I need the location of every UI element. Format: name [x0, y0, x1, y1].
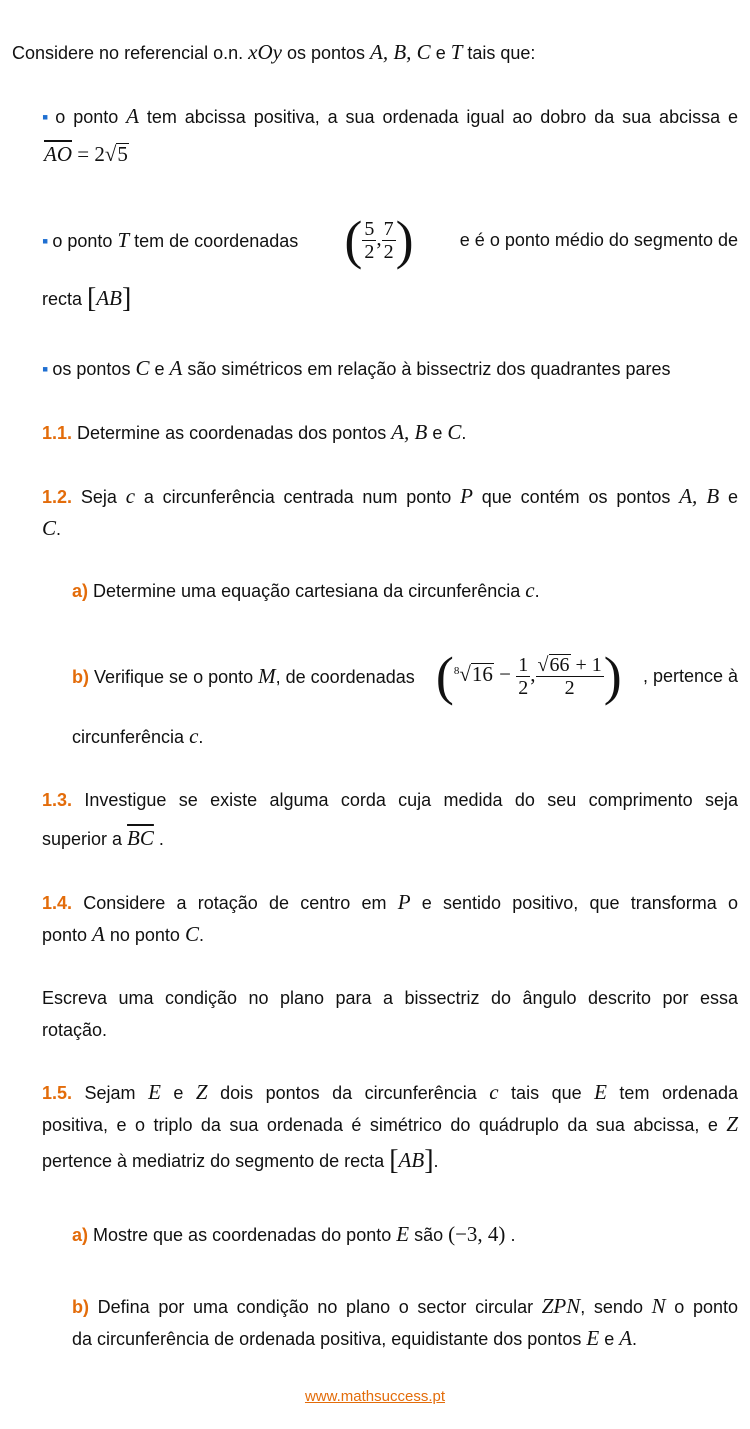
question-1-5-line3: pertence à mediatriz do segmento de recta [AB].	[42, 1145, 439, 1176]
question-1-4-text-line2: rotação.	[42, 1020, 108, 1040]
question-1-1: 1.1. Determine as coordenadas dos pontos A, B e C.	[42, 420, 467, 444]
question-1-2: 1.2. Seja c a circunferência centrada num ponto P que contém os pontos A, B e	[42, 484, 739, 508]
question-1-5-b-line2: da circunferência de ordenada positiva, equidistante dos pontos E e A.	[72, 1326, 638, 1350]
bullet-1: ▪ o ponto A tem abcissa positiva, a sua ordenada igual ao dobro da sua abcissa e	[42, 104, 738, 128]
intro: Considere no referencial o.n. xOy os pontos A, B, C e T tais que:	[12, 40, 536, 64]
bullet-icon: ▪	[42, 230, 49, 251]
question-1-5-line2: positiva, e o triplo da sua ordenada é simétrico do quádruplo da sua abcissa, e Z	[42, 1112, 738, 1136]
bullet-icon: ▪	[42, 107, 52, 127]
bullet-icon: ▪	[42, 359, 49, 379]
question-1-5-a: a) Mostre que as coordenadas do ponto E são (−3, 4) .	[72, 1222, 516, 1246]
question-1-2-b-line2: circunferência c.	[72, 724, 204, 748]
question-1-3: 1.3. Investigue se existe alguma corda cuja medida do seu comprimento seja	[42, 790, 738, 810]
question-1-3-line2: superior a $\overline{BC}$ .	[42, 826, 164, 850]
question-1-2-line2: C.	[42, 516, 62, 540]
footer-link[interactable]: www.mathsuccess.pt	[304, 1388, 446, 1405]
question-1-5-b: b) Defina por uma condição no plano o sector circular ZPN, sendo N o ponto	[72, 1294, 739, 1318]
question-1-5: 1.5. Sejam E e Z dois pontos da circunferência c tais que E tem ordenada	[42, 1080, 739, 1104]
bullet-3: ▪ os pontos C e A são simétricos em relação à bissectriz dos quadrantes pares	[42, 356, 671, 380]
bullet-2-line2: recta [AB]	[42, 283, 132, 314]
question-1-2-b: b) Verifique se o ponto M, de coordenadas ($^8$√16 − $\frac{1}{2}$ , $\frac{√66 + 1}{2}$ ) , pertence à	[72, 646, 738, 706]
bullet-1-formula: $\overline{AO} = 2√5$	[44, 142, 128, 166]
question-1-4: 1.4. Considere a rotação de centro em P e sentido positivo, que transforma o	[42, 890, 738, 914]
question-1-4-text: Escreva uma condição no plano para a bissectriz do ângulo descrito por essa	[42, 988, 738, 1008]
question-1-4-line2: ponto A no ponto C.	[42, 922, 204, 946]
bullet-2: ▪ o ponto T tem de coordenadas ( $\frac{5}{2}$ , $\frac{7}{2}$ ) e é o ponto médio do segmento de	[42, 210, 738, 270]
question-1-2-a: a) Determine uma equação cartesiana da circunferência c.	[72, 578, 540, 602]
